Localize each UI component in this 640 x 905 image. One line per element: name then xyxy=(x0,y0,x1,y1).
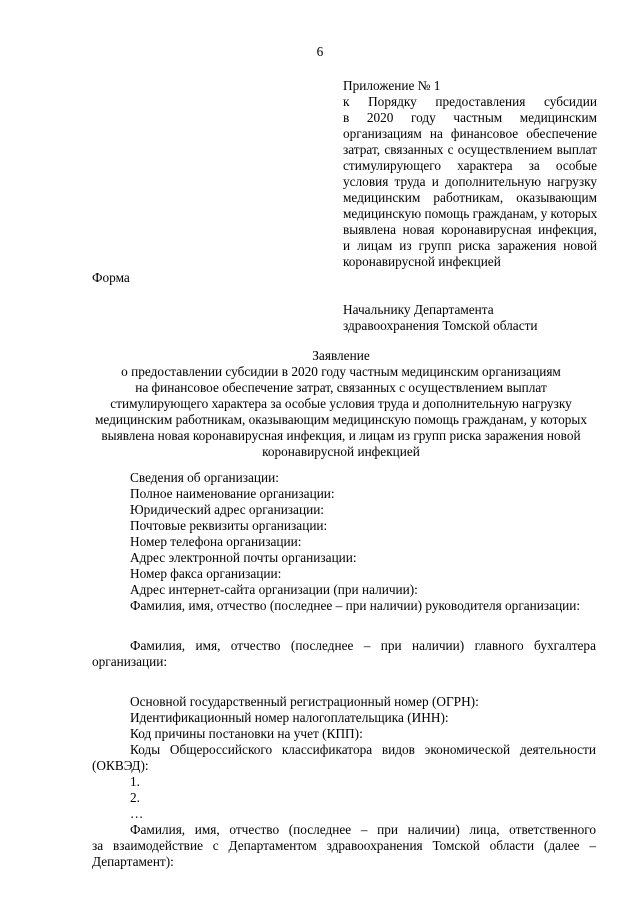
organization-fields xyxy=(92,470,596,870)
field-inn: Идентификационный номер налогоплательщика (ИНН): xyxy=(130,710,449,725)
appendix-line: медицинскую помощь гражданам, у которых xyxy=(343,206,598,221)
appendix-line: условия труда и дополнительную нагрузку xyxy=(343,174,597,189)
appendix-line: организациям на финансовое обеспечение xyxy=(343,126,597,141)
field-website: Адрес интернет-сайта организации (при наличии): xyxy=(130,582,418,597)
field-postal-details: Почтовые реквизиты организации: xyxy=(130,518,328,533)
appendix-line: выявлена новая коронавирусная инфекция, xyxy=(343,222,597,237)
field-responsible-person-cont: за взаимодействие с Департаментом здравоохранения Томской области (далее – xyxy=(92,838,596,853)
statement-line: медицинским работникам, оказывающим медицинскую помощь гражданам, у которых xyxy=(94,412,587,427)
page-number: 6 xyxy=(316,44,324,59)
field-head-name: Фамилия, имя, отчество (последнее – при наличии) руководителя организации: xyxy=(130,598,581,613)
appendix-line: и лицам из групп риска заражения новой xyxy=(343,238,597,253)
spacer xyxy=(92,614,596,638)
statement-title: Заявление xyxy=(312,348,370,363)
field-phone: Номер телефона организации: xyxy=(130,534,302,549)
okved-ellipsis: … xyxy=(130,806,144,821)
field-legal-address: Юридический адрес организации: xyxy=(130,502,325,517)
statement-line: стимулирующего характера за особые условия труда и дополнительную нагрузку xyxy=(110,396,572,411)
appendix-block xyxy=(343,78,597,270)
appendix-line: стимулирующего характера за особые xyxy=(343,158,597,173)
field-responsible-person: Фамилия, имя, отчество (последнее – при наличии) лица, ответственного xyxy=(130,822,596,837)
addressee-line-1: Начальнику Департамента xyxy=(343,302,494,317)
statement-line: о предоставлении субсидии в 2020 году частным медицинским организациям xyxy=(121,364,561,379)
field-responsible-person-cont: Департамент): xyxy=(92,854,174,869)
field-accountant-name-cont: организации: xyxy=(92,654,168,669)
field-full-name: Полное наименование организации: xyxy=(130,486,335,501)
field-okved-cont: (ОКВЭД): xyxy=(92,758,149,773)
field-accountant-name: Фамилия, имя, отчество (последнее – при наличии) главного бухгалтера xyxy=(130,638,596,653)
statement-line: коронавирусной инфекцией xyxy=(262,444,420,459)
appendix-line: медицинским работникам, оказывающим xyxy=(343,190,597,205)
appendix-line: Приложение № 1 xyxy=(343,78,441,93)
appendix-line: коронавирусной инфекцией xyxy=(343,254,501,269)
field-email: Адрес электронной почты организации: xyxy=(130,550,357,565)
appendix-line: к Порядку предоставления субсидии xyxy=(343,94,597,109)
field-kpp: Код причины постановки на учет (КПП): xyxy=(130,726,363,741)
form-label: Форма xyxy=(92,270,130,285)
appendix-line: в 2020 году частным медицинским xyxy=(343,110,597,125)
spacer xyxy=(92,670,596,694)
statement-title-block xyxy=(86,348,596,460)
statement-line: выявлена новая коронавирусная инфекция, и лицам из групп риска заражения новой xyxy=(101,428,581,443)
okved-item-1: 1. xyxy=(130,774,140,789)
okved-item-2: 2. xyxy=(130,790,140,805)
addressee-block xyxy=(343,302,538,334)
addressee-line-2: здравоохранения Томской области xyxy=(343,318,538,333)
appendix-line: затрат, связанных с осуществлением выплат xyxy=(343,142,597,157)
statement-line: на финансовое обеспечение затрат, связанных с осуществлением выплат xyxy=(135,380,547,395)
field-fax: Номер факса организации: xyxy=(130,566,282,581)
field-okved: Коды Общероссийского классификатора видов экономической деятельности xyxy=(130,742,596,757)
field-ogrn: Основной государственный регистрационный номер (ОГРН): xyxy=(130,694,479,709)
field-org-info: Сведения об организации: xyxy=(130,470,279,485)
